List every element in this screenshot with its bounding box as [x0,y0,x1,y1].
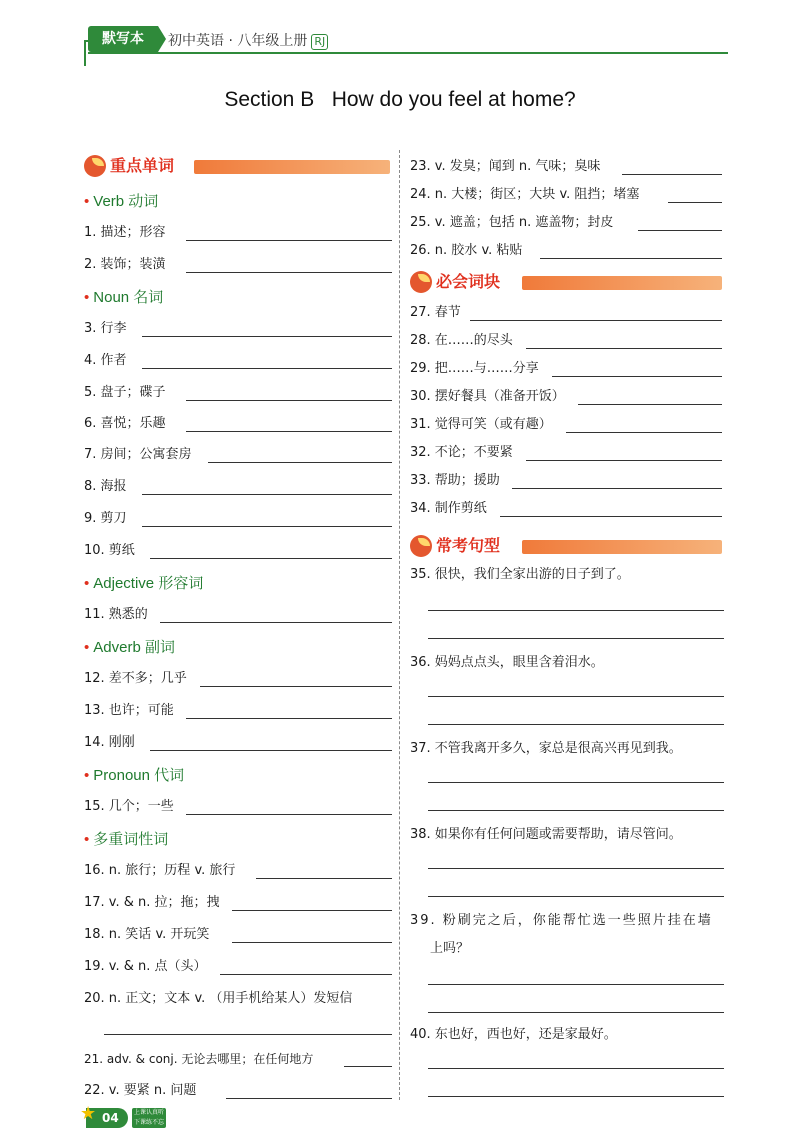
cat-en: Verb [93,193,125,210]
answer-line[interactable] [208,462,392,463]
answer-line[interactable] [470,320,722,321]
list-item: 33. 帮助；援助 [410,473,500,488]
answer-line[interactable] [200,686,392,687]
answer-line[interactable] [428,696,724,697]
section-bar [522,276,722,290]
category-multi [84,828,168,849]
section-title: 重点单词 [110,156,175,175]
answer-line[interactable] [186,272,392,273]
category-adverb [84,636,175,657]
list-item: 34. 制作剪纸 [410,501,487,516]
answer-line[interactable] [428,1012,724,1013]
answer-line[interactable] [428,810,724,811]
answer-line[interactable] [500,516,722,517]
book-subtitle [168,30,328,50]
pacman-icon [410,535,432,557]
answer-line[interactable] [142,526,392,527]
cat-cn: 副词 [144,638,175,656]
cat-en: Adverb [93,639,141,656]
section-key-words [84,154,390,178]
section-title: 必会词块 [436,272,501,291]
list-item: 35. 很快，我们全家出游的日子到了。 [410,567,630,582]
list-item: 26. n. 胶水 v. 粘贴 [410,243,523,258]
list-item: 17. v. & n. 拉；拖；拽 [84,895,220,910]
answer-line[interactable] [622,174,722,175]
list-item: 20. n. 正文；文本 v. （用手机给某人）发短信 [84,991,353,1006]
page-title: Section B How do you feel at home? [224,88,576,111]
cat-cn: 代词 [154,766,185,784]
list-item: 15. 几个；一些 [84,799,174,814]
answer-line[interactable] [540,258,722,259]
answer-line[interactable] [428,1068,724,1069]
list-item: 36. 妈妈点点头，眼里含着泪水。 [410,655,604,670]
answer-line[interactable] [186,431,392,432]
cat-cn: 形容词 [158,574,204,592]
answer-line[interactable] [186,240,392,241]
list-item: 10. 剪纸 [84,543,135,558]
list-item: 9. 剪刀 [84,511,127,526]
answer-line[interactable] [428,984,724,985]
answer-line[interactable] [344,1066,392,1067]
list-item: 19. v. & n. 点（头） [84,959,207,974]
header-rule [88,52,728,54]
answer-line[interactable] [142,336,392,337]
star-icon: ★ [80,1103,97,1124]
list-item: 上吗？ [430,941,470,956]
cat-cn: 动词 [128,192,159,210]
list-item: 4. 作者 [84,353,127,368]
answer-line[interactable] [142,494,392,495]
list-item: 6. 喜悦；乐趣 [84,416,166,431]
list-item: 2. 装饰；装潢 [84,257,166,272]
answer-line[interactable] [428,896,724,897]
list-item: 30. 摆好餐具（准备开饭） [410,389,565,404]
book-badge: 默写本 [88,26,158,52]
cat-cn: 名词 [133,288,164,306]
answer-line[interactable] [186,814,392,815]
list-item: 31. 觉得可笑（或有趣） [410,417,552,432]
answer-line[interactable] [668,202,722,203]
section-bar [194,160,390,174]
cat-en: Noun [93,289,130,306]
list-item: 25. v. 遮盖；包括 n. 遮盖物；封皮 [410,215,614,230]
list-item: 28. 在……的尽头 [410,333,513,348]
pacman-icon [84,155,106,177]
answer-line[interactable] [428,782,724,783]
answer-line[interactable] [428,610,724,611]
pacman-icon [410,271,432,293]
answer-line[interactable] [104,1034,392,1035]
list-item: 8. 海报 [84,479,127,494]
edition-badge: RJ [311,34,328,50]
list-item: 3. 行李 [84,321,127,336]
list-item: 12. 差不多；几乎 [84,671,187,686]
answer-line[interactable] [150,558,392,559]
answer-line[interactable] [256,878,392,879]
answer-line[interactable] [186,400,392,401]
answer-line[interactable] [566,432,722,433]
list-item: 13. 也许；可能 [84,703,174,718]
category-pronoun [84,764,184,785]
answer-line[interactable] [220,974,392,975]
list-item: 23. v. 发臭；闻到 n. 气味；臭味 [410,159,601,174]
list-item: 24. n. 大楼；街区；大块 v. 阻挡；堵塞 [410,187,640,202]
answer-line[interactable] [142,368,392,369]
list-item: 38. 如果你有任何问题或需要帮助，请尽管问。 [410,827,682,842]
list-item: 27. 春节 [410,305,461,320]
list-item: 22. v. 要紧 n. 问题 [84,1083,197,1098]
answer-line[interactable] [160,622,392,623]
answer-line[interactable] [638,230,722,231]
list-item: 21. adv. & conj. 无论去哪里；在任何地方 [84,1052,314,1066]
answer-line[interactable] [232,910,392,911]
list-item: 37. 不管我离开多久，家总是很高兴再见到我。 [410,741,682,756]
list-item: 14. 刚刚 [84,735,135,750]
answer-line[interactable] [226,1098,392,1099]
list-item: 16. n. 旅行；历程 v. 旅行 [84,863,236,878]
list-item: 39. 粉刷完之后，你能帮忙选一些照片挂在墙 [410,913,713,928]
answer-line[interactable] [232,942,392,943]
subtitle-text: 初中英语 · 八年级上册 [168,33,308,49]
answer-line[interactable] [552,376,722,377]
cat-cn: 多重词性词 [93,830,169,848]
section-sentences [410,534,722,558]
list-item: 7. 房间；公寓套房 [84,447,192,462]
column-divider [399,150,400,1100]
list-item: 29. 把……与……分享 [410,361,539,376]
answer-line[interactable] [512,488,722,489]
answer-line[interactable] [526,348,722,349]
category-adjective [84,572,203,593]
list-item: 32. 不论；不要紧 [410,445,513,460]
answer-line[interactable] [428,724,724,725]
cat-en: Adjective [93,575,155,592]
category-noun [84,286,163,307]
section-phrases [410,270,722,294]
list-item: 18. n. 笑话 v. 开玩笑 [84,927,210,942]
answer-line[interactable] [428,638,724,639]
answer-line[interactable] [578,404,722,405]
footer-tag: 上课认真听 下课练不忘 [133,1109,164,1126]
section-bar [522,540,722,554]
list-item: 1. 描述；形容 [84,225,166,240]
page-number: 04 [86,1108,128,1128]
answer-line[interactable] [428,1096,724,1097]
list-item: 40. 东也好，西也好，还是家最好。 [410,1027,617,1042]
answer-line[interactable] [150,750,392,751]
list-item: 11. 熟悉的 [84,607,148,622]
section-title: 常考句型 [436,536,501,555]
list-item: 5. 盘子；碟子 [84,385,166,400]
answer-line[interactable] [186,718,392,719]
cat-en: Pronoun [93,767,150,784]
answer-line[interactable] [428,868,724,869]
answer-line[interactable] [526,460,722,461]
category-verb [84,190,158,211]
